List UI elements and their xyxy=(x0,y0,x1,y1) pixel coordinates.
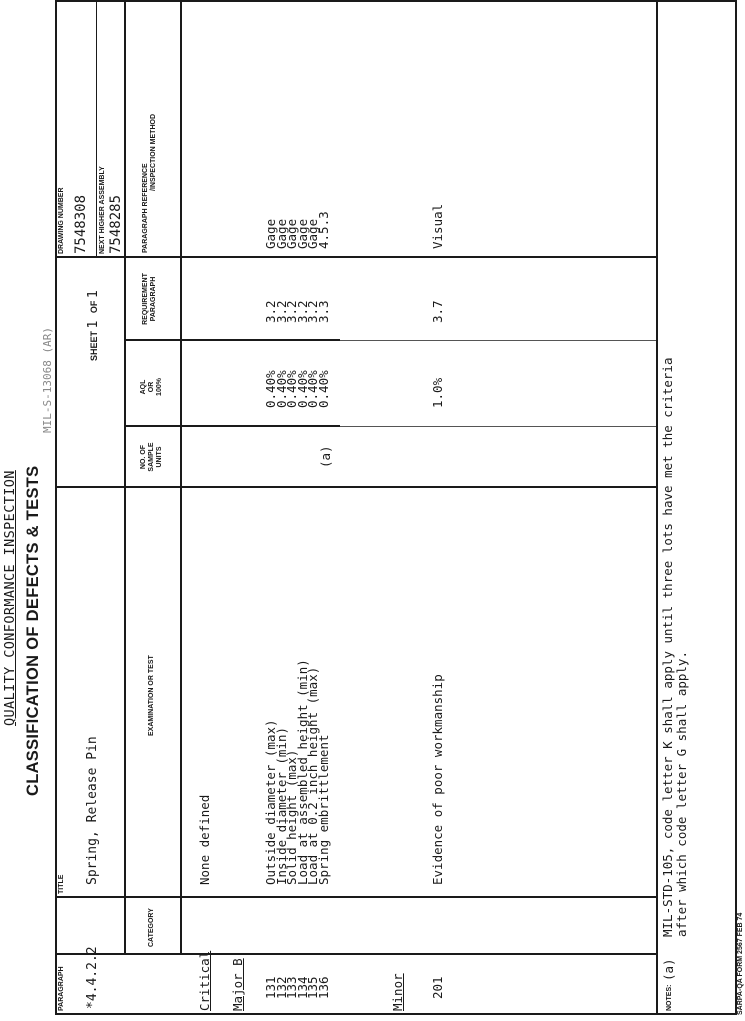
drawing-number-label: DRAWING NUMBER xyxy=(58,187,65,254)
drawing-divider xyxy=(55,256,658,258)
header-bottom-line xyxy=(124,0,126,955)
paragraph-label: PARAGRAPH xyxy=(58,966,65,1011)
title-label: TITLE xyxy=(58,874,65,894)
table-row-code: 132 xyxy=(273,976,289,999)
sample-units-line2: SAMPLE xyxy=(148,442,155,472)
aql-line3: 100% xyxy=(156,378,163,396)
column-header-bottom-line xyxy=(180,0,182,955)
major-category: Major B xyxy=(230,958,245,1011)
method-header xyxy=(142,114,158,253)
minor-requirement: 3.7 xyxy=(430,300,445,323)
notes-top-line xyxy=(656,0,658,1015)
spec-fragment: MIL-S-13068 (AR) xyxy=(41,327,54,433)
drawing-split-line xyxy=(96,0,97,258)
title-value: Spring, Release Pin xyxy=(85,736,100,885)
next-higher-assembly-value: 7548285 xyxy=(108,194,124,254)
frame-bottom xyxy=(735,0,737,1015)
sample-units-header xyxy=(140,433,164,481)
table-row-code: 136 xyxy=(315,976,331,999)
aql-header xyxy=(140,363,164,411)
requirement-line2: PARAGRAPH xyxy=(150,276,157,322)
notes-line2: after which code letter G shall apply. xyxy=(674,651,689,937)
requirement-header xyxy=(142,261,158,337)
sheet-word: SHEET xyxy=(89,330,99,361)
table-row-examination: Outside diameter (max) xyxy=(263,719,278,885)
sample-divider-lower xyxy=(340,426,656,427)
major-codes xyxy=(263,976,331,999)
notes-line1: MIL-STD-105, code letter K shall apply until three lots have met the criteria xyxy=(660,357,675,937)
major-method xyxy=(263,211,331,249)
table-row-aql: 0.40% xyxy=(273,370,289,408)
aql-line1: AQL xyxy=(140,379,147,395)
notes-divider-vertical xyxy=(55,953,658,955)
table-row-examination: Load at 0.2 inch height (max) xyxy=(305,666,321,885)
method-line1: PARAGRAPH REFERENCE xyxy=(142,163,149,253)
minor-category: Minor xyxy=(390,973,405,1011)
table-row-examination: Solid height (max) xyxy=(284,749,300,885)
major-examinations xyxy=(263,659,331,885)
sample-divider xyxy=(124,425,340,427)
table-row-method: Gage xyxy=(273,218,289,249)
table-row-aql: 0.40% xyxy=(305,370,321,408)
sample-units-line3: UNITS xyxy=(156,446,163,468)
table-row-requirement: 3.2 xyxy=(284,300,300,323)
requirement-line1: REQUIREMENT xyxy=(142,273,149,325)
category-divider xyxy=(55,896,658,898)
drawing-number-value: 7548308 xyxy=(73,194,89,254)
sheet-number: 1 xyxy=(86,320,101,329)
notes-marker: (a) xyxy=(661,958,676,981)
table-row-method: Gage xyxy=(263,218,278,249)
table-row-method: 4.5.3 xyxy=(315,211,331,249)
method-line2: /INSPECTION METHOD xyxy=(150,113,157,191)
table-row-aql: 0.40% xyxy=(315,370,331,408)
sheet-info xyxy=(86,290,101,361)
minor-aql: 1.0% xyxy=(430,377,445,408)
notes-text xyxy=(661,358,689,937)
sample-units-line1: NO. OF xyxy=(140,444,147,470)
table-row-requirement: 3.2 xyxy=(305,300,321,323)
frame-right xyxy=(55,0,737,2)
sample-note-marker: (a) xyxy=(318,445,333,468)
frame-left xyxy=(55,1013,737,1015)
form-id: SARPA-QA FORM 2567 FEB 74 xyxy=(737,912,744,1015)
of-word: OF xyxy=(89,300,99,314)
table-row-aql: 0.40% xyxy=(284,370,300,408)
table-row-examination: Load at assembled height (min) xyxy=(294,659,310,885)
aql-divider xyxy=(124,339,340,341)
notes-label: NOTES: xyxy=(666,984,673,1011)
table-row-aql: 0.40% xyxy=(263,370,278,408)
aql-divider-lower xyxy=(340,340,656,341)
examination-header: EXAMINATION OR TEST xyxy=(148,655,155,736)
sheet-total: 1 xyxy=(86,290,101,299)
table-row-method: Gage xyxy=(305,218,321,249)
critical-description: None defined xyxy=(197,794,212,885)
major-aql xyxy=(263,370,331,408)
table-row-requirement: 3.2 xyxy=(263,300,278,323)
minor-method: Visual xyxy=(430,203,445,249)
table-row-requirement: 3.2 xyxy=(273,300,289,323)
minor-examination: Evidence of poor workmanship xyxy=(430,674,445,885)
category-header: CATEGORY xyxy=(148,908,155,947)
critical-category: Critical xyxy=(197,950,212,1011)
table-row-aql: 0.40% xyxy=(294,370,310,408)
table-row-examination: Inside diameter (min) xyxy=(273,726,289,885)
next-higher-assembly-label: NEXT HIGHER ASSEMBLY xyxy=(99,166,106,254)
table-row-method: Gage xyxy=(284,218,300,249)
table-row-code: 133 xyxy=(284,976,300,999)
table-row-requirement: 3.2 xyxy=(294,300,310,323)
paragraph-value: *4.4.2.2 xyxy=(85,946,100,1009)
table-row-examination: Spring embrittlement xyxy=(315,734,331,885)
frame-top xyxy=(55,0,57,1015)
table-row-code: 135 xyxy=(305,976,321,999)
table-row-method: Gage xyxy=(294,218,310,249)
table-row-code: 134 xyxy=(294,976,310,999)
minor-code: 201 xyxy=(430,976,445,999)
major-requirement xyxy=(263,300,331,323)
exam-divider xyxy=(124,486,656,488)
page-subheading: CLASSIFICATION OF DEFECTS & TESTS xyxy=(24,465,42,796)
table-row-code: 131 xyxy=(263,976,278,999)
table-row-requirement: 3.3 xyxy=(315,300,331,323)
aql-line2: OR xyxy=(148,381,155,393)
page-heading: QUALITY CONFORMANCE INSPECTION xyxy=(2,470,18,726)
